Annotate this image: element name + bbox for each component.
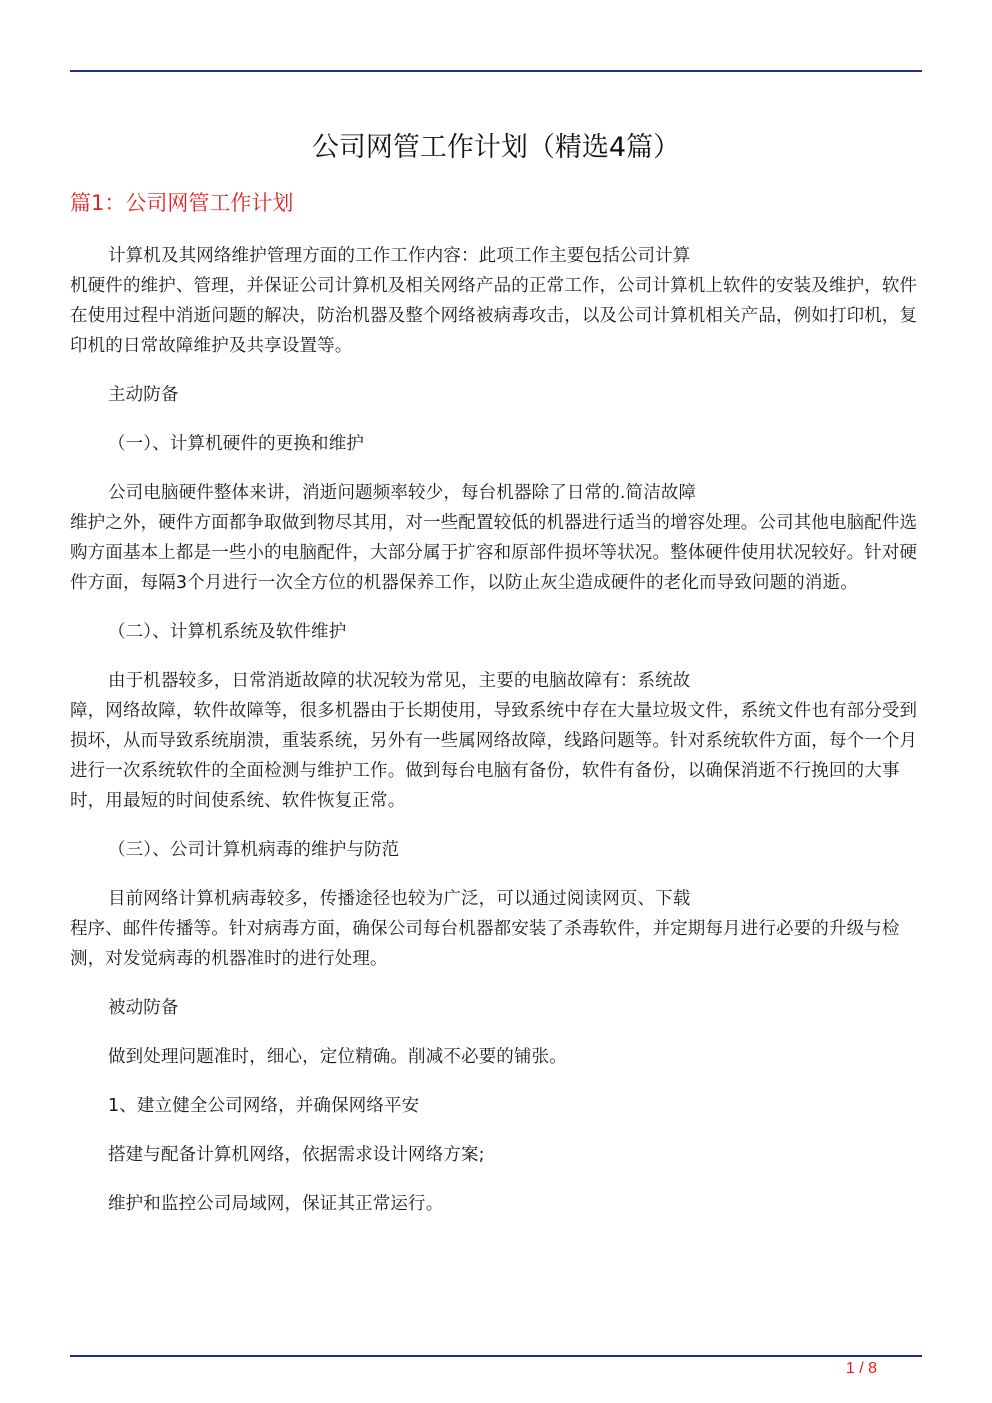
document-title: 公司网管工作计划（精选4篇） [311, 132, 681, 163]
subheading-hardware: （一）、计算机硬件的更换和维护 [108, 434, 364, 454]
heading-active-defense: 主动防备 [108, 385, 179, 405]
item-network-security: 1、建立健全公司网络，并确保网络平安 [108, 1096, 420, 1116]
paragraph-virus: 目前网络计算机病毒较多，传播途径也较为广泛，可以通过阅读网页、下载 程序、邮件传播等。针对病毒方面，确保公司每台机器都安装了杀毒软件，并定期每月进行必要的升级与检测，对发觉病毒的机器准时的进行处理。 [70, 889, 900, 969]
document-body [70, 241, 922, 1238]
page-number: 1 / 8 [845, 1360, 877, 1377]
paragraph-intro: 计算机及其网络维护管理方面的工作工作内容：此项工作主要包括公司计算 机硬件的维护、管理，并保证公司计算机及相关网络产品的正常工作，公司计算机上软件的安装及维护，软件在使用过程中消逝问题的解决，防治机器及整个网络被病毒攻击，以及公司计算机相关产品，例如打印机，复印机的日常故障维护及共享设置等。 [70, 246, 918, 356]
item-network-setup: 搭建与配备计算机网络，依据需求设计网络方案; [108, 1145, 485, 1165]
paragraph-hardware: 公司电脑硬件整体来讲，消逝问题频率较少，每台机器除了日常的.简洁故障 维护之外，硬件方面都争取做到物尽其用，对一些配置较低的机器进行适当的增容处理。公司其他电脑配件选购方面基本上都是一些小的电脑配件，大部分属于扩容和原部件损坏等状况。整体硬件使用状况较好。针对硬件方面，每隔3个月进行一次全方位的机器保养工作，以防止灰尘造成硬件的老化而导致问题的消逝。 [70, 483, 918, 593]
section-heading: 篇1：公司网管工作计划 [70, 191, 294, 215]
heading-passive-defense: 被动防备 [108, 998, 179, 1018]
item-network-maintenance: 维护和监控公司局域网，保证其正常运行。 [108, 1194, 444, 1214]
footer-rule [70, 1355, 922, 1357]
subheading-virus: （三）、公司计算机病毒的维护与防范 [108, 840, 400, 860]
paragraph-passive: 做到处理问题准时，细心，定位精确。削减不必要的铺张。 [108, 1047, 567, 1067]
subheading-software: （二）、计算机系统及软件维护 [108, 622, 347, 642]
header-rule [70, 70, 922, 72]
paragraph-software: 由于机器较多，日常消逝故障的状况较为常见，主要的电脑故障有：系统故 障，网络故障，软件故障等，很多机器由于长期使用，导致系统中存在大量垃圾文件，系统文件也有部分受到损坏，从而导致系统崩溃，重装系统，另外有一些属网络故障，线路问题等。针对系统软件方面，每个一个月进行一次系统软件的全面检测与维护工作。做到每台电脑有备份，软件有备份，以确保消逝不行挽回的大事时，用最短的时间使系统、软件恢复正常。 [70, 671, 918, 811]
